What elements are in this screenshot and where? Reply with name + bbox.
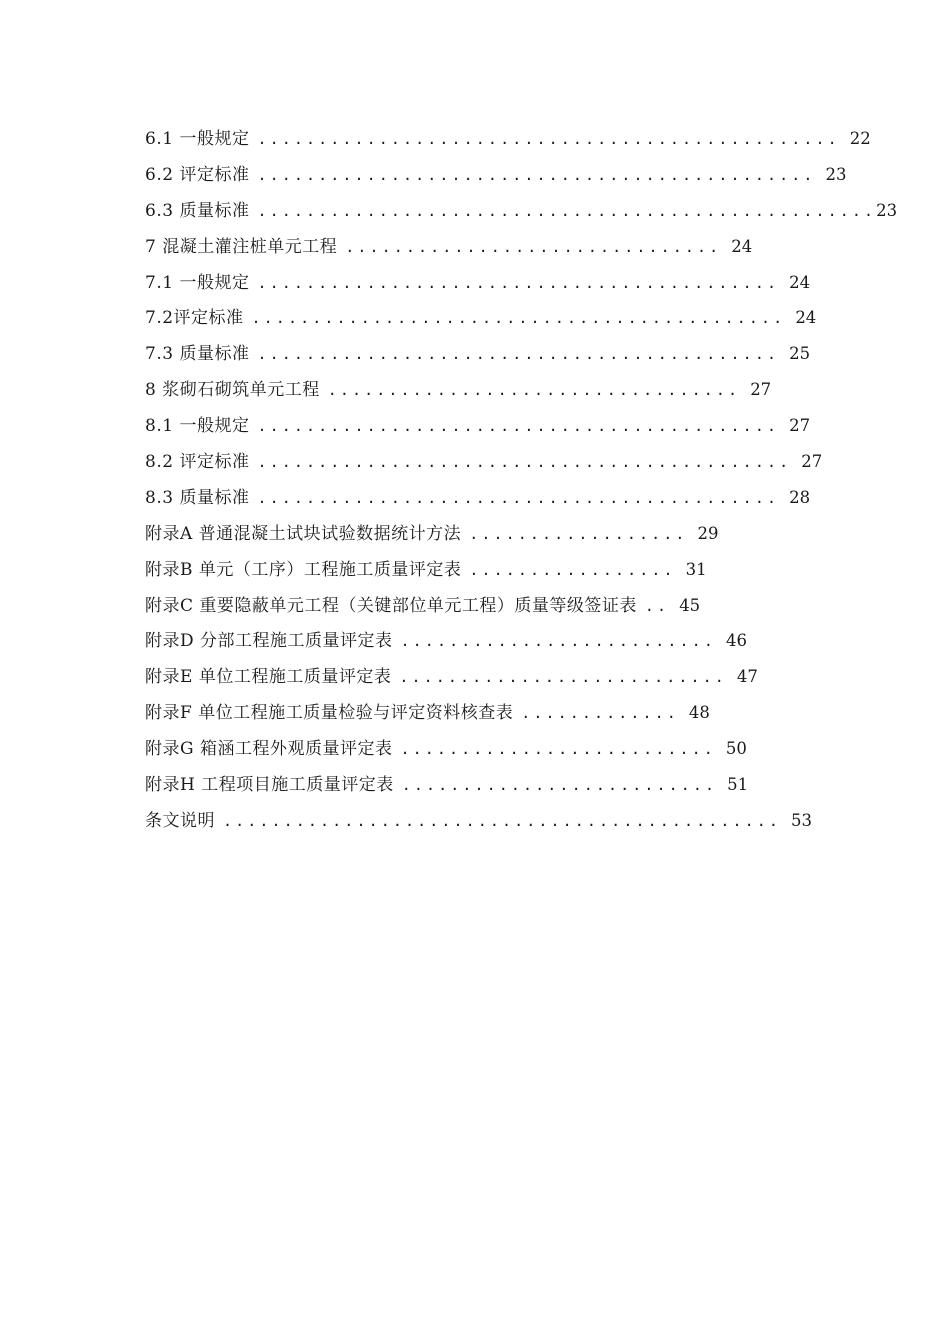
toc-entry-leader: .......................... bbox=[400, 632, 716, 651]
toc-entry-leader: .............................................. bbox=[257, 165, 816, 184]
toc-entry-label: 附录E 单位工程施工质量评定表 bbox=[145, 667, 392, 688]
toc-entry-leader: ........................................... bbox=[257, 273, 780, 292]
toc-entry-leader: .......................... bbox=[401, 776, 718, 795]
toc-entry bbox=[145, 628, 825, 664]
toc-entry-label: 条文说明 bbox=[145, 810, 215, 831]
toc-entry-page: 24 bbox=[731, 236, 753, 256]
toc-entry-leader: ........................... bbox=[399, 668, 727, 687]
toc-entry-label: 8.1 一般规定 bbox=[145, 416, 250, 437]
toc-entry bbox=[145, 126, 871, 162]
toc-entry-leader: ............. bbox=[521, 704, 679, 723]
toc-entry bbox=[145, 557, 825, 593]
toc-entry-page: 53 bbox=[791, 810, 813, 830]
toc-entry-page: 48 bbox=[688, 703, 710, 723]
toc-entry-page: 31 bbox=[685, 559, 707, 579]
table-of-contents bbox=[145, 126, 898, 844]
toc-entry-label: 6.3 质量标准 bbox=[145, 200, 250, 221]
toc-entry-label: 附录A 普通混凝土试块试验数据统计方法 bbox=[145, 523, 462, 544]
toc-entry-label: 6.2 评定标准 bbox=[145, 164, 250, 185]
toc-entry-page: 23 bbox=[876, 200, 898, 220]
toc-entry bbox=[145, 162, 847, 198]
toc-entry-page: 24 bbox=[795, 308, 817, 328]
toc-entry bbox=[145, 234, 825, 270]
toc-entry bbox=[145, 736, 825, 772]
toc-entry-label: 8 浆砌石砌筑单元工程 bbox=[145, 380, 320, 401]
toc-entry-page: 27 bbox=[750, 380, 772, 400]
toc-entry-page: 23 bbox=[825, 164, 847, 184]
toc-entry bbox=[145, 413, 825, 449]
toc-entry-label: 附录G 箱涵工程外观质量评定表 bbox=[145, 739, 393, 760]
toc-entry-label: 附录H 工程项目施工质量评定表 bbox=[145, 775, 394, 796]
toc-entry bbox=[145, 808, 825, 844]
toc-entry-label: 附录C 重要隐蔽单元工程（关键部位单元工程）质量等级签证表 bbox=[145, 595, 637, 616]
toc-entry-leader: ........................................... bbox=[257, 345, 780, 364]
toc-entry-page: 27 bbox=[789, 416, 811, 436]
toc-entry-leader: ............................................ bbox=[251, 309, 786, 328]
toc-entry-label: 6.1 一般规定 bbox=[145, 129, 250, 149]
toc-entry-leader: .. bbox=[644, 596, 670, 615]
toc-entry bbox=[145, 305, 825, 341]
toc-entry-label: 8.2 评定标准 bbox=[145, 452, 250, 473]
toc-entry-page: 47 bbox=[736, 667, 758, 687]
toc-entry-page: 25 bbox=[789, 344, 811, 364]
toc-entry-leader: .............................................. bbox=[223, 811, 782, 830]
toc-entry-label: 附录B 单元（工序）工程施工质量评定表 bbox=[145, 559, 462, 580]
toc-entry-leader: ........................................... bbox=[257, 488, 780, 507]
toc-entry-label: 7 混凝土灌注桩单元工程 bbox=[145, 236, 338, 257]
toc-entry-leader: ................................................... bbox=[257, 201, 877, 220]
toc-entry-leader: ............................................ bbox=[257, 453, 792, 472]
toc-entry-page: 29 bbox=[697, 523, 719, 543]
toc-entry-page: 28 bbox=[789, 487, 811, 507]
toc-entry-leader: .......................... bbox=[400, 740, 716, 759]
toc-entry-page: 46 bbox=[725, 631, 747, 651]
toc-entry-leader: ............................... bbox=[345, 237, 722, 256]
toc-entry bbox=[145, 377, 825, 413]
toc-entry-leader: ................................................ bbox=[257, 130, 840, 148]
toc-entry bbox=[145, 449, 825, 485]
toc-entry bbox=[145, 700, 825, 736]
toc-entry-page: 24 bbox=[789, 272, 811, 292]
toc-entry-leader: .................................. bbox=[327, 381, 741, 400]
toc-entry bbox=[145, 270, 825, 306]
toc-entry-label: 附录D 分部工程施工质量评定表 bbox=[145, 631, 393, 652]
toc-entry-label: 7.2评定标准 bbox=[145, 308, 244, 329]
toc-entry bbox=[145, 664, 825, 700]
toc-entry bbox=[145, 772, 825, 808]
toc-entry-page: 50 bbox=[725, 739, 747, 759]
toc-entry-leader: ........................................... bbox=[257, 417, 780, 436]
toc-entry bbox=[145, 593, 825, 629]
toc-entry-label: 7.3 质量标准 bbox=[145, 344, 250, 365]
toc-entry-page: 51 bbox=[727, 775, 749, 795]
toc-entry-page: 27 bbox=[801, 452, 823, 472]
toc-entry-label: 7.1 一般规定 bbox=[145, 272, 250, 293]
toc-entry-label: 附录F 单位工程施工质量检验与评定资料核查表 bbox=[145, 703, 514, 724]
toc-entry bbox=[145, 198, 898, 234]
toc-entry-page: 45 bbox=[679, 595, 701, 615]
toc-entry-label: 8.3 质量标准 bbox=[145, 487, 250, 508]
toc-entry-leader: .................. bbox=[469, 524, 688, 543]
toc-entry bbox=[145, 485, 825, 521]
toc-entry-leader: ................. bbox=[469, 560, 676, 579]
toc-entry bbox=[145, 341, 825, 377]
toc-entry-page: 22 bbox=[849, 129, 871, 148]
toc-entry bbox=[145, 521, 825, 557]
